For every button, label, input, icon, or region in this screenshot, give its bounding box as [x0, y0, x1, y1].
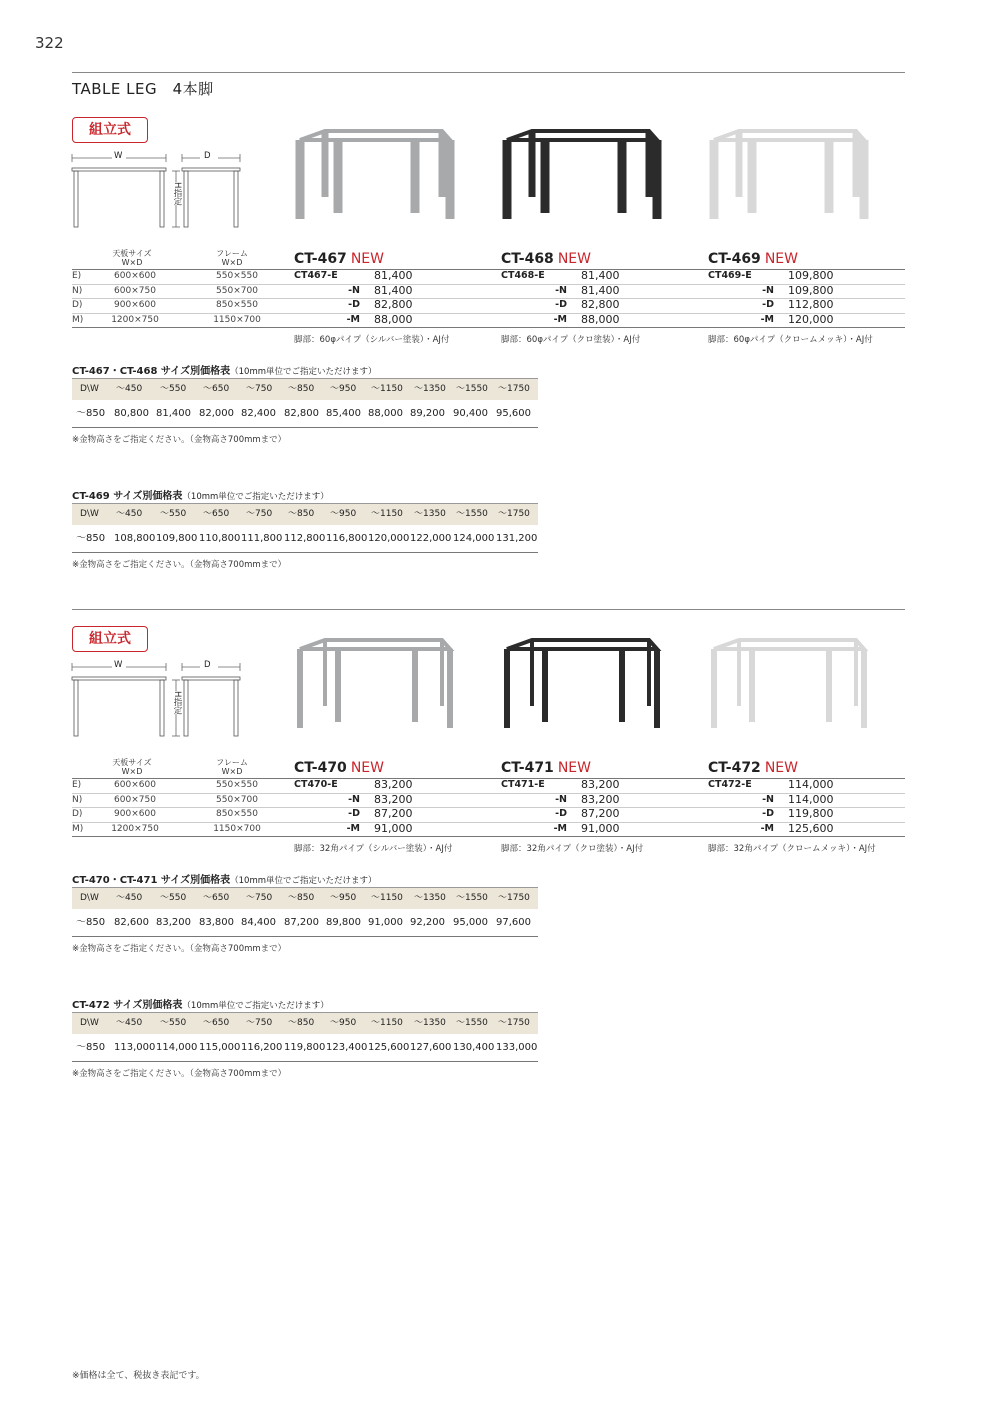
- variant-price: 88,000: [374, 312, 413, 326]
- header-cell: ～1750: [498, 893, 530, 903]
- variant-price: 114,000: [788, 792, 834, 806]
- header-cell: ～550: [160, 384, 187, 394]
- price-table: [72, 887, 538, 937]
- variant-code: CT472-E: [708, 779, 752, 790]
- header-cell: ～1350: [414, 384, 446, 394]
- top-size: 1200×750: [111, 823, 159, 834]
- price-table: [72, 378, 538, 428]
- footer-note: ※価格は全て、税抜き表記です。: [72, 1371, 205, 1381]
- price-table-title: [72, 487, 329, 502]
- price-cell: 111,800: [241, 533, 283, 544]
- price-list: [501, 269, 697, 327]
- price-cell: 130,400: [453, 1042, 495, 1053]
- variant-code: -D: [348, 299, 360, 310]
- table-title-text: CT-467・CT-468 サイズ別価格表: [72, 366, 231, 377]
- variant-code: -D: [555, 808, 567, 819]
- price-row: [501, 778, 697, 793]
- price-table-title: [72, 996, 329, 1011]
- size-row: [72, 269, 272, 284]
- variant-price: 120,000: [788, 312, 834, 326]
- leg-spec-note: 脚部：32角パイプ（クロームメッキ）・AJ付: [708, 844, 876, 854]
- model-name: [708, 760, 904, 776]
- size-row: [72, 313, 272, 328]
- top-size: 900×600: [114, 300, 156, 310]
- header-cell: ～550: [160, 509, 187, 519]
- depth-label: D: [204, 151, 211, 161]
- variant-code: -N: [348, 284, 360, 296]
- header-cell: ～1150: [371, 1018, 403, 1028]
- price-cell: 113,000: [114, 1042, 156, 1053]
- price-cell: 95,600: [496, 408, 531, 419]
- leg-spec-note: 脚部：60φパイプ（クロ塗装）・AJ付: [501, 335, 641, 345]
- header-cell: ～950: [330, 893, 357, 903]
- header-cell: ～450: [116, 509, 143, 519]
- variant-code: CT469-E: [708, 270, 752, 281]
- price-row: [708, 807, 904, 822]
- size-row: [72, 778, 272, 793]
- price-cell: 89,800: [326, 917, 361, 928]
- size-key: N): [72, 285, 83, 296]
- size-row: [72, 822, 272, 837]
- model-ct-467: [294, 251, 490, 345]
- top-size-header: 天板サイズ W×D: [112, 758, 152, 776]
- price-row: [294, 778, 490, 793]
- page-title: TABLE LEG 4本脚: [72, 80, 214, 98]
- variant-price: 109,800: [788, 283, 834, 297]
- price-row: [708, 313, 904, 328]
- variant-price: 125,600: [788, 821, 834, 835]
- variant-price: 119,800: [788, 807, 834, 820]
- price-cell: 116,200: [241, 1042, 283, 1053]
- leg-spec-note: 脚部：60φパイプ（シルバー塗装）・AJ付: [294, 335, 450, 345]
- variant-code: -M: [553, 822, 567, 834]
- variant-price: 82,800: [581, 298, 620, 311]
- size-list: [72, 269, 272, 327]
- variant-code: -N: [555, 284, 567, 296]
- price-table-row: [72, 909, 538, 937]
- price-cell: ～850: [76, 1042, 106, 1053]
- variant-price: 81,400: [374, 269, 413, 282]
- variant-code: CT468-E: [501, 270, 545, 281]
- model-ct-468: [501, 251, 697, 345]
- price-row: [501, 269, 697, 284]
- variant-price: 83,200: [581, 792, 620, 806]
- variant-code: CT471-E: [501, 779, 545, 790]
- frame-size: 550×550: [216, 271, 258, 281]
- model-ct-472: [708, 760, 904, 854]
- header-cell: ～950: [330, 509, 357, 519]
- price-cell: 90,400: [453, 408, 488, 419]
- variant-code: -M: [346, 313, 360, 325]
- new-badge: NEW: [764, 251, 798, 267]
- header-cell: ～1550: [456, 893, 488, 903]
- variant-price: 87,200: [374, 807, 413, 820]
- variant-price: 88,000: [581, 312, 620, 326]
- price-cell: 120,000: [368, 533, 410, 544]
- variant-price: 81,400: [581, 269, 620, 282]
- model-name: [501, 251, 697, 267]
- top-size: 600×600: [114, 271, 156, 281]
- price-cell: 125,600: [368, 1042, 410, 1053]
- size-key: E): [72, 271, 82, 281]
- model-name: [501, 760, 697, 776]
- table-subtitle: （10mm単位でご指定いただけます）: [182, 492, 329, 502]
- model-name: [294, 760, 490, 776]
- price-cell: 82,600: [114, 917, 149, 928]
- price-list: [501, 778, 697, 836]
- header-cell: ～850: [288, 509, 315, 519]
- price-table-header: [72, 887, 538, 909]
- variant-code: -M: [553, 313, 567, 325]
- header-cell: ～1350: [414, 1018, 446, 1028]
- price-list: [708, 778, 904, 836]
- top-size: 900×600: [114, 809, 156, 819]
- price-cell: 91,000: [368, 917, 403, 928]
- header-cell: ～1150: [371, 509, 403, 519]
- table-subtitle: （10mm単位でご指定いただけます）: [230, 367, 377, 377]
- price-row: [708, 298, 904, 313]
- price-cell: 131,200: [496, 533, 538, 544]
- leg-spec-note: 脚部：60φパイプ（クロームメッキ）・AJ付: [708, 335, 873, 345]
- price-cell: 115,000: [199, 1042, 241, 1053]
- price-cell: 83,800: [199, 917, 234, 928]
- variant-code: -M: [760, 313, 774, 325]
- top-divider: [72, 72, 905, 73]
- variant-code: -N: [762, 284, 774, 296]
- size-row: [72, 284, 272, 299]
- top-size: 600×600: [114, 780, 156, 790]
- section-divider: [72, 609, 905, 610]
- table-subtitle: （10mm単位でご指定いただけます）: [182, 1001, 329, 1011]
- frame-size-header: フレーム W×D: [216, 249, 248, 267]
- price-cell: 81,400: [156, 408, 191, 419]
- size-key: D): [72, 809, 83, 819]
- price-cell: 82,000: [199, 408, 234, 419]
- leg-spec-note: 脚部：32角パイプ（クロ塗装）・AJ付: [501, 844, 644, 854]
- header-cell: ～550: [160, 1018, 187, 1028]
- price-cell: 89,200: [410, 408, 445, 419]
- assembly-badge: 組立式: [72, 626, 148, 652]
- size-row: [72, 793, 272, 808]
- header-cell: ～850: [288, 1018, 315, 1028]
- variant-price: 83,200: [581, 778, 620, 791]
- height-label: H指定: [172, 182, 182, 206]
- top-size: 600×750: [114, 285, 156, 296]
- height-note: ※金物高さをご指定ください。（金物高さ700mmまで）: [72, 1069, 287, 1079]
- variant-price: 109,800: [788, 269, 834, 282]
- size-key: E): [72, 780, 82, 790]
- price-list: [294, 269, 490, 327]
- height-label: H指定: [172, 691, 182, 715]
- header-cell: ～850: [288, 384, 315, 394]
- price-row: [501, 298, 697, 313]
- variant-price: 112,800: [788, 298, 834, 311]
- price-cell: 85,400: [326, 408, 361, 419]
- variant-code: -N: [348, 793, 360, 805]
- price-row: [708, 284, 904, 299]
- top-size: 1200×750: [111, 314, 159, 325]
- new-badge: NEW: [557, 760, 591, 776]
- variant-price: 114,000: [788, 778, 834, 791]
- header-cell: ～1550: [456, 509, 488, 519]
- top-size: 600×750: [114, 794, 156, 805]
- price-table-header: [72, 503, 538, 525]
- price-cell: ～850: [76, 408, 106, 419]
- header-cell: ～1350: [414, 509, 446, 519]
- table-title-text: CT-470・CT-471 サイズ別価格表: [72, 875, 231, 886]
- header-cell: ～450: [116, 384, 143, 394]
- price-row: [708, 822, 904, 837]
- table-leg-image-ct-467: [290, 127, 460, 247]
- size-key: M): [72, 823, 84, 834]
- table-leg-image-ct-472: [704, 636, 874, 756]
- price-table-title: [72, 871, 377, 886]
- new-badge: NEW: [557, 251, 591, 267]
- price-cell: 83,200: [156, 917, 191, 928]
- header-cell: ～950: [330, 1018, 357, 1028]
- header-cell: ～750: [246, 509, 273, 519]
- price-row: [294, 298, 490, 313]
- dimension-diagram: [70, 150, 245, 240]
- price-table-row: [72, 525, 538, 553]
- price-row: [294, 269, 490, 284]
- height-note: ※金物高さをご指定ください。（金物高さ700mmまで）: [72, 560, 287, 570]
- price-cell: 124,000: [453, 533, 495, 544]
- header-cell: D\W: [80, 893, 99, 903]
- header-cell: ～450: [116, 1018, 143, 1028]
- price-cell: 108,800: [114, 533, 156, 544]
- price-row: [294, 807, 490, 822]
- frame-size: 1150×700: [213, 823, 261, 834]
- price-table-title: [72, 362, 377, 377]
- price-row: [294, 793, 490, 808]
- price-row: [501, 313, 697, 328]
- model-code: CT-469: [708, 251, 761, 267]
- table-leg-image-ct-470: [290, 636, 460, 756]
- header-cell: ～650: [203, 893, 230, 903]
- header-cell: ～650: [203, 384, 230, 394]
- table-title-text: CT-472 サイズ別価格表: [72, 1000, 183, 1011]
- header-cell: ～1150: [371, 893, 403, 903]
- variant-code: -D: [762, 299, 774, 310]
- price-cell: 87,200: [284, 917, 319, 928]
- price-cell: 97,600: [496, 917, 531, 928]
- variant-price: 81,400: [581, 283, 620, 297]
- height-note: ※金物高さをご指定ください。（金物高さ700mmまで）: [72, 944, 287, 954]
- price-cell: 119,800: [284, 1042, 326, 1053]
- variant-price: 83,200: [374, 778, 413, 791]
- model-code: CT-467: [294, 251, 347, 267]
- price-cell: 82,400: [241, 408, 276, 419]
- price-row: [501, 822, 697, 837]
- price-row: [294, 822, 490, 837]
- new-badge: NEW: [350, 760, 384, 776]
- price-cell: 95,000: [453, 917, 488, 928]
- price-list: [708, 269, 904, 327]
- frame-size: 850×550: [216, 809, 258, 819]
- new-badge: NEW: [350, 251, 384, 267]
- frame-size: 550×700: [216, 794, 258, 805]
- header-cell: ～750: [246, 893, 273, 903]
- price-table: [72, 503, 538, 553]
- new-badge: NEW: [764, 760, 798, 776]
- price-cell: 109,800: [156, 533, 198, 544]
- header-cell: ～450: [116, 893, 143, 903]
- frame-size: 550×550: [216, 780, 258, 790]
- size-key: N): [72, 794, 83, 805]
- header-cell: ～550: [160, 893, 187, 903]
- variant-code: -M: [346, 822, 360, 834]
- variant-price: 87,200: [581, 807, 620, 820]
- price-row: [501, 793, 697, 808]
- table-leg-image-ct-468: [497, 127, 667, 247]
- price-cell: 110,800: [199, 533, 241, 544]
- variant-price: 82,800: [374, 298, 413, 311]
- price-row: [294, 284, 490, 299]
- header-cell: ～1750: [498, 384, 530, 394]
- header-cell: D\W: [80, 1018, 99, 1028]
- model-code: CT-471: [501, 760, 554, 776]
- dimension-diagram: [70, 659, 245, 749]
- width-label: W: [114, 151, 123, 161]
- price-cell: 82,800: [284, 408, 319, 419]
- header-cell: ～1350: [414, 893, 446, 903]
- model-code: CT-472: [708, 760, 761, 776]
- model-name: [294, 251, 490, 267]
- price-cell: ～850: [76, 533, 106, 544]
- width-label: W: [114, 660, 123, 670]
- price-cell: 84,400: [241, 917, 276, 928]
- price-row: [501, 284, 697, 299]
- price-cell: 112,800: [284, 533, 326, 544]
- size-row: [72, 298, 272, 313]
- header-cell: ～1750: [498, 1018, 530, 1028]
- variant-code: -M: [760, 822, 774, 834]
- variant-code: -D: [762, 808, 774, 819]
- table-title-text: CT-469 サイズ別価格表: [72, 491, 183, 502]
- model-name: [708, 251, 904, 267]
- model-ct-470: [294, 760, 490, 854]
- header-cell: ～1150: [371, 384, 403, 394]
- variant-price: 91,000: [374, 821, 413, 835]
- header-cell: ～950: [330, 384, 357, 394]
- price-cell: 116,800: [326, 533, 368, 544]
- frame-size-header: フレーム W×D: [216, 758, 248, 776]
- variant-code: -N: [555, 793, 567, 805]
- model-ct-469: [708, 251, 904, 345]
- header-cell: ～650: [203, 509, 230, 519]
- variant-code: -N: [762, 793, 774, 805]
- price-table-row: [72, 400, 538, 428]
- price-cell: 127,600: [410, 1042, 452, 1053]
- price-cell: 122,000: [410, 533, 452, 544]
- top-size-header: 天板サイズ W×D: [112, 249, 152, 267]
- size-key: D): [72, 300, 83, 310]
- variant-price: 91,000: [581, 821, 620, 835]
- price-row: [708, 793, 904, 808]
- page-number: 322: [35, 34, 64, 52]
- frame-size: 850×550: [216, 300, 258, 310]
- header-cell: ～1550: [456, 1018, 488, 1028]
- model-code: CT-470: [294, 760, 347, 776]
- variant-price: 83,200: [374, 792, 413, 806]
- header-cell: D\W: [80, 384, 99, 394]
- leg-spec-note: 脚部：32角パイプ（シルバー塗装）・AJ付: [294, 844, 453, 854]
- price-table-header: [72, 1012, 538, 1034]
- size-list: [72, 778, 272, 836]
- price-cell: 114,000: [156, 1042, 198, 1053]
- header-cell: ～1550: [456, 384, 488, 394]
- variant-code: -D: [555, 299, 567, 310]
- frame-size: 550×700: [216, 285, 258, 296]
- price-row: [708, 269, 904, 284]
- assembly-badge: 組立式: [72, 117, 148, 143]
- model-code: CT-468: [501, 251, 554, 267]
- table-leg-image-ct-471: [497, 636, 667, 756]
- variant-code: CT467-E: [294, 270, 338, 281]
- price-cell: ～850: [76, 917, 106, 928]
- price-cell: 92,200: [410, 917, 445, 928]
- price-list: [294, 778, 490, 836]
- price-row: [708, 778, 904, 793]
- header-cell: ～1750: [498, 509, 530, 519]
- price-cell: 88,000: [368, 408, 403, 419]
- variant-code: CT470-E: [294, 779, 338, 790]
- size-row: [72, 807, 272, 822]
- price-row: [501, 807, 697, 822]
- depth-label: D: [204, 660, 211, 670]
- height-note: ※金物高さをご指定ください。（金物高さ700mmまで）: [72, 435, 287, 445]
- frame-size: 1150×700: [213, 314, 261, 325]
- model-ct-471: [501, 760, 697, 854]
- price-cell: 80,800: [114, 408, 149, 419]
- price-table: [72, 1012, 538, 1062]
- header-cell: D\W: [80, 509, 99, 519]
- variant-price: 81,400: [374, 283, 413, 297]
- table-subtitle: （10mm単位でご指定いただけます）: [230, 876, 377, 886]
- price-cell: 133,000: [496, 1042, 538, 1053]
- price-table-header: [72, 378, 538, 400]
- header-cell: ～850: [288, 893, 315, 903]
- price-table-row: [72, 1034, 538, 1062]
- price-row: [294, 313, 490, 328]
- price-cell: 123,400: [326, 1042, 368, 1053]
- size-key: M): [72, 314, 84, 325]
- table-leg-image-ct-469: [704, 127, 874, 247]
- header-cell: ～750: [246, 384, 273, 394]
- header-cell: ～750: [246, 1018, 273, 1028]
- header-cell: ～650: [203, 1018, 230, 1028]
- variant-code: -D: [348, 808, 360, 819]
